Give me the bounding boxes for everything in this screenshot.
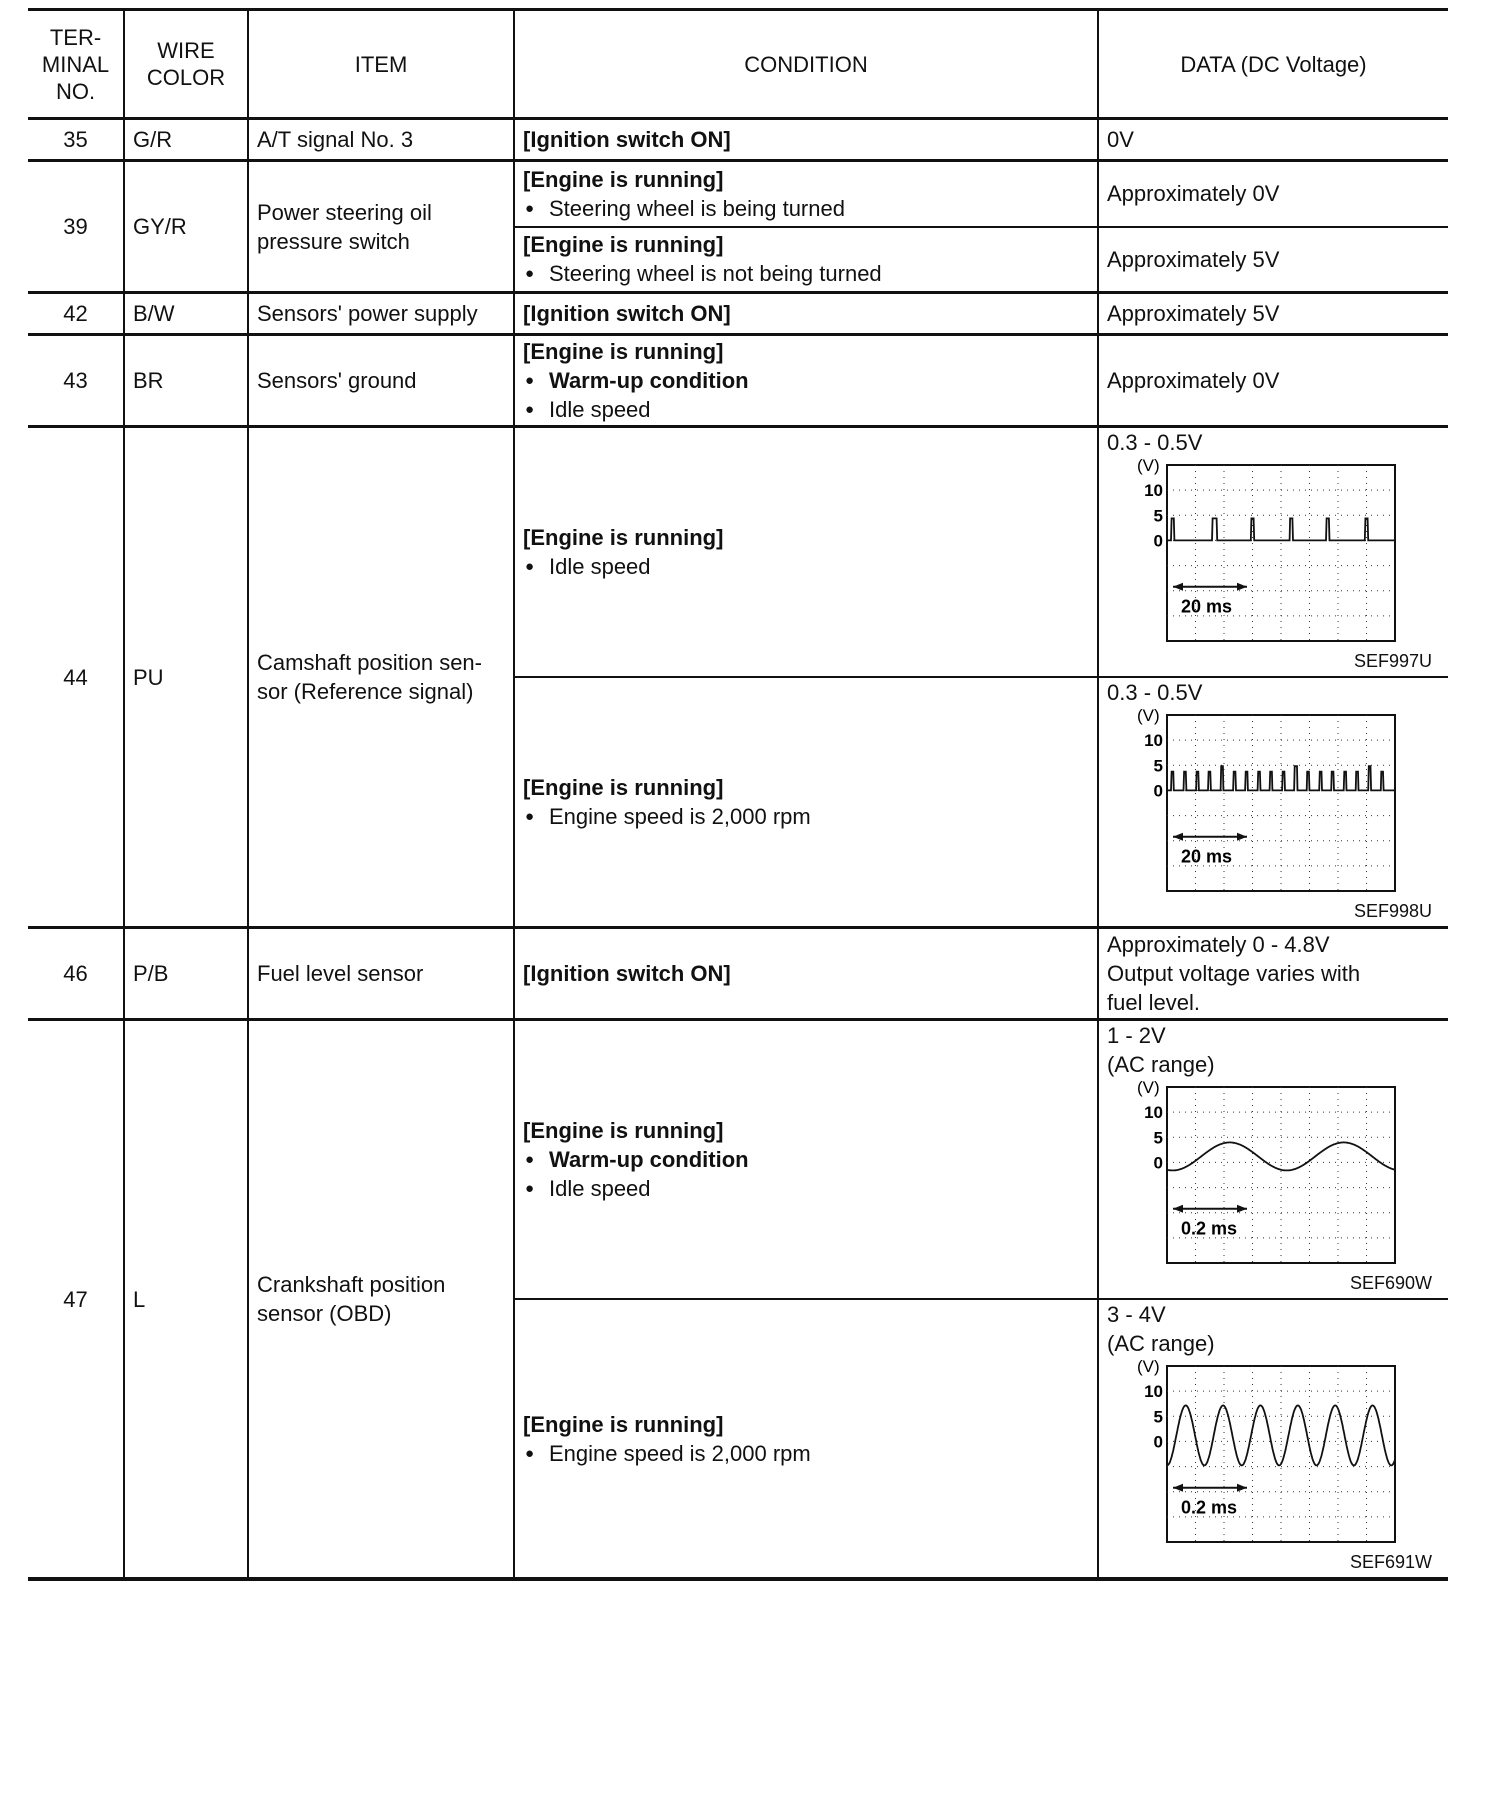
condition-heading: [Ignition switch ON] xyxy=(523,301,731,326)
scope-tick-label: 5 xyxy=(1153,1407,1163,1427)
data-value: (AC range) xyxy=(1107,1052,1215,1077)
data-value: Output voltage varies with xyxy=(1107,961,1361,986)
data-cell xyxy=(1098,227,1448,293)
wire-color: BR xyxy=(124,335,248,427)
data-value: Approximately 0V xyxy=(1107,181,1280,207)
data-value: 3 - 4V xyxy=(1107,1302,1166,1327)
data-value: Approximately 0 - 4.8V xyxy=(1107,932,1330,957)
scope-tick-label: 5 xyxy=(1153,1128,1163,1148)
condition-cell xyxy=(514,119,1098,161)
data-cell xyxy=(1098,677,1448,928)
condition-bullet: ● Idle speed xyxy=(523,1174,1089,1203)
condition-bullet: ● Steering wheel is not being turned xyxy=(523,259,1089,288)
table-row xyxy=(28,161,1448,227)
condition-bullet: ● Engine speed is 2,000 rpm xyxy=(523,1439,1089,1468)
data-cell xyxy=(1098,293,1448,335)
table-row xyxy=(28,293,1448,335)
scope-tick-label: 0 xyxy=(1153,1153,1163,1173)
condition-bullet: ● Steering wheel is being turned xyxy=(523,194,1089,223)
scope-time-label: 0.2 ms xyxy=(1181,1497,1238,1518)
terminal-number: 46 xyxy=(28,928,124,1020)
item-name: Crankshaft position sensor (OBD) xyxy=(248,1020,514,1580)
wire-color: PU xyxy=(124,427,248,928)
condition-bullet: ● Engine speed is 2,000 rpm xyxy=(523,802,1089,831)
condition-cell xyxy=(514,227,1098,293)
item-name: Camshaft position sen- sor (Reference signal) xyxy=(248,427,514,928)
table-body xyxy=(28,119,1448,1580)
item-name: Sensors' ground xyxy=(248,335,514,427)
terminal-number: 44 xyxy=(28,427,124,928)
condition-heading: [Engine is running] xyxy=(523,166,724,192)
oscilloscope-figure xyxy=(1107,1360,1397,1546)
scope-time-label: 0.2 ms xyxy=(1181,1218,1238,1239)
header-row xyxy=(28,10,1448,119)
data-cell xyxy=(1098,928,1448,1020)
figure-id: SEF690W xyxy=(1349,1273,1432,1293)
oscilloscope-figure xyxy=(1107,1081,1397,1267)
scope-time-label: 20 ms xyxy=(1181,596,1233,617)
terminal-number: 39 xyxy=(28,161,124,293)
item-name: Fuel level sensor xyxy=(248,928,514,1020)
wire-color: P/B xyxy=(124,928,248,1020)
scope-tick-label: 0 xyxy=(1153,1432,1163,1452)
condition-cell xyxy=(514,1299,1098,1579)
condition-heading: [Engine is running] xyxy=(523,339,724,364)
data-value: 0.3 - 0.5V xyxy=(1107,430,1203,455)
data-cell xyxy=(1098,427,1448,678)
scope-time-label: 20 ms xyxy=(1181,846,1233,867)
wire-color: G/R xyxy=(124,119,248,161)
condition-heading: [Engine is running] xyxy=(523,232,724,258)
item-name: Sensors' power supply xyxy=(248,293,514,335)
condition-cell xyxy=(514,1020,1098,1300)
scope-tick-label: 0 xyxy=(1153,781,1163,801)
condition-heading: [Engine is running] xyxy=(523,775,724,800)
terminal-number: 47 xyxy=(28,1020,124,1580)
condition-cell xyxy=(514,161,1098,227)
data-value: (AC range) xyxy=(1107,1331,1215,1356)
data-cell xyxy=(1098,1020,1448,1300)
data-value: 0.3 - 0.5V xyxy=(1107,680,1203,705)
data-value: 1 - 2V xyxy=(1107,1023,1166,1048)
table-row xyxy=(28,119,1448,161)
scope-tick-label: 10 xyxy=(1144,1103,1163,1123)
condition-bullet: ● Idle speed xyxy=(523,395,1089,424)
condition-cell xyxy=(514,677,1098,928)
condition-heading: [Ignition switch ON] xyxy=(523,961,731,986)
condition-heading: [Engine is running] xyxy=(523,1411,724,1437)
header-condition: CONDITION xyxy=(514,10,1098,119)
condition-heading: [Ignition switch ON] xyxy=(523,127,731,152)
terminal-number: 42 xyxy=(28,293,124,335)
header-item: ITEM xyxy=(248,10,514,119)
scope-tick-label: 10 xyxy=(1144,1382,1163,1402)
condition-cell xyxy=(514,427,1098,678)
table-row xyxy=(28,427,1448,678)
scope-tick-label: 5 xyxy=(1153,756,1163,776)
header-wire-color: WIRE COLOR xyxy=(124,10,248,119)
terminal-number: 35 xyxy=(28,119,124,161)
condition-cell xyxy=(514,335,1098,427)
wire-color: B/W xyxy=(124,293,248,335)
header-terminal: TER- MINAL NO. xyxy=(28,10,124,119)
data-value: 0V xyxy=(1107,127,1134,152)
header-data: DATA (DC Voltage) xyxy=(1098,10,1448,119)
data-cell xyxy=(1098,119,1448,161)
scope-unit-label: (V) xyxy=(1137,1360,1160,1376)
wire-color: L xyxy=(124,1020,248,1580)
figure-id: SEF997U xyxy=(1353,651,1432,671)
oscilloscope-figure xyxy=(1107,709,1397,895)
item-name: A/T signal No. 3 xyxy=(248,119,514,161)
item-name: Power steering oil pressure switch xyxy=(248,161,514,293)
condition-bullet: ● Warm-up condition xyxy=(523,366,1089,395)
terminal-table xyxy=(28,8,1448,1581)
table-row xyxy=(28,335,1448,427)
data-cell xyxy=(1098,161,1448,227)
wire-color: GY/R xyxy=(124,161,248,293)
scope-tick-label: 10 xyxy=(1144,481,1163,501)
condition-cell xyxy=(514,293,1098,335)
table-row xyxy=(28,928,1448,1020)
data-value: Approximately 0V xyxy=(1107,368,1280,393)
data-value: Approximately 5V xyxy=(1107,301,1280,326)
figure-id: SEF998U xyxy=(1353,901,1432,921)
data-cell xyxy=(1098,335,1448,427)
condition-heading: [Engine is running] xyxy=(523,1118,724,1143)
scope-unit-label: (V) xyxy=(1137,709,1160,725)
data-value: fuel level. xyxy=(1107,990,1200,1015)
terminal-number: 43 xyxy=(28,335,124,427)
oscilloscope-figure xyxy=(1107,459,1397,645)
scope-unit-label: (V) xyxy=(1137,1081,1160,1097)
scope-tick-label: 0 xyxy=(1153,531,1163,551)
condition-bullet: ● Idle speed xyxy=(523,552,1089,581)
data-value: Approximately 5V xyxy=(1107,246,1280,272)
scope-waveform xyxy=(1167,1142,1395,1170)
table-row xyxy=(28,1020,1448,1300)
condition-heading: [Engine is running] xyxy=(523,525,724,550)
condition-cell xyxy=(514,928,1098,1020)
data-cell xyxy=(1098,1299,1448,1579)
condition-bullet: ● Warm-up condition xyxy=(523,1145,1089,1174)
scope-unit-label: (V) xyxy=(1137,459,1160,475)
scope-tick-label: 5 xyxy=(1153,506,1163,526)
figure-id: SEF691W xyxy=(1349,1552,1432,1572)
scope-tick-label: 10 xyxy=(1144,731,1163,751)
